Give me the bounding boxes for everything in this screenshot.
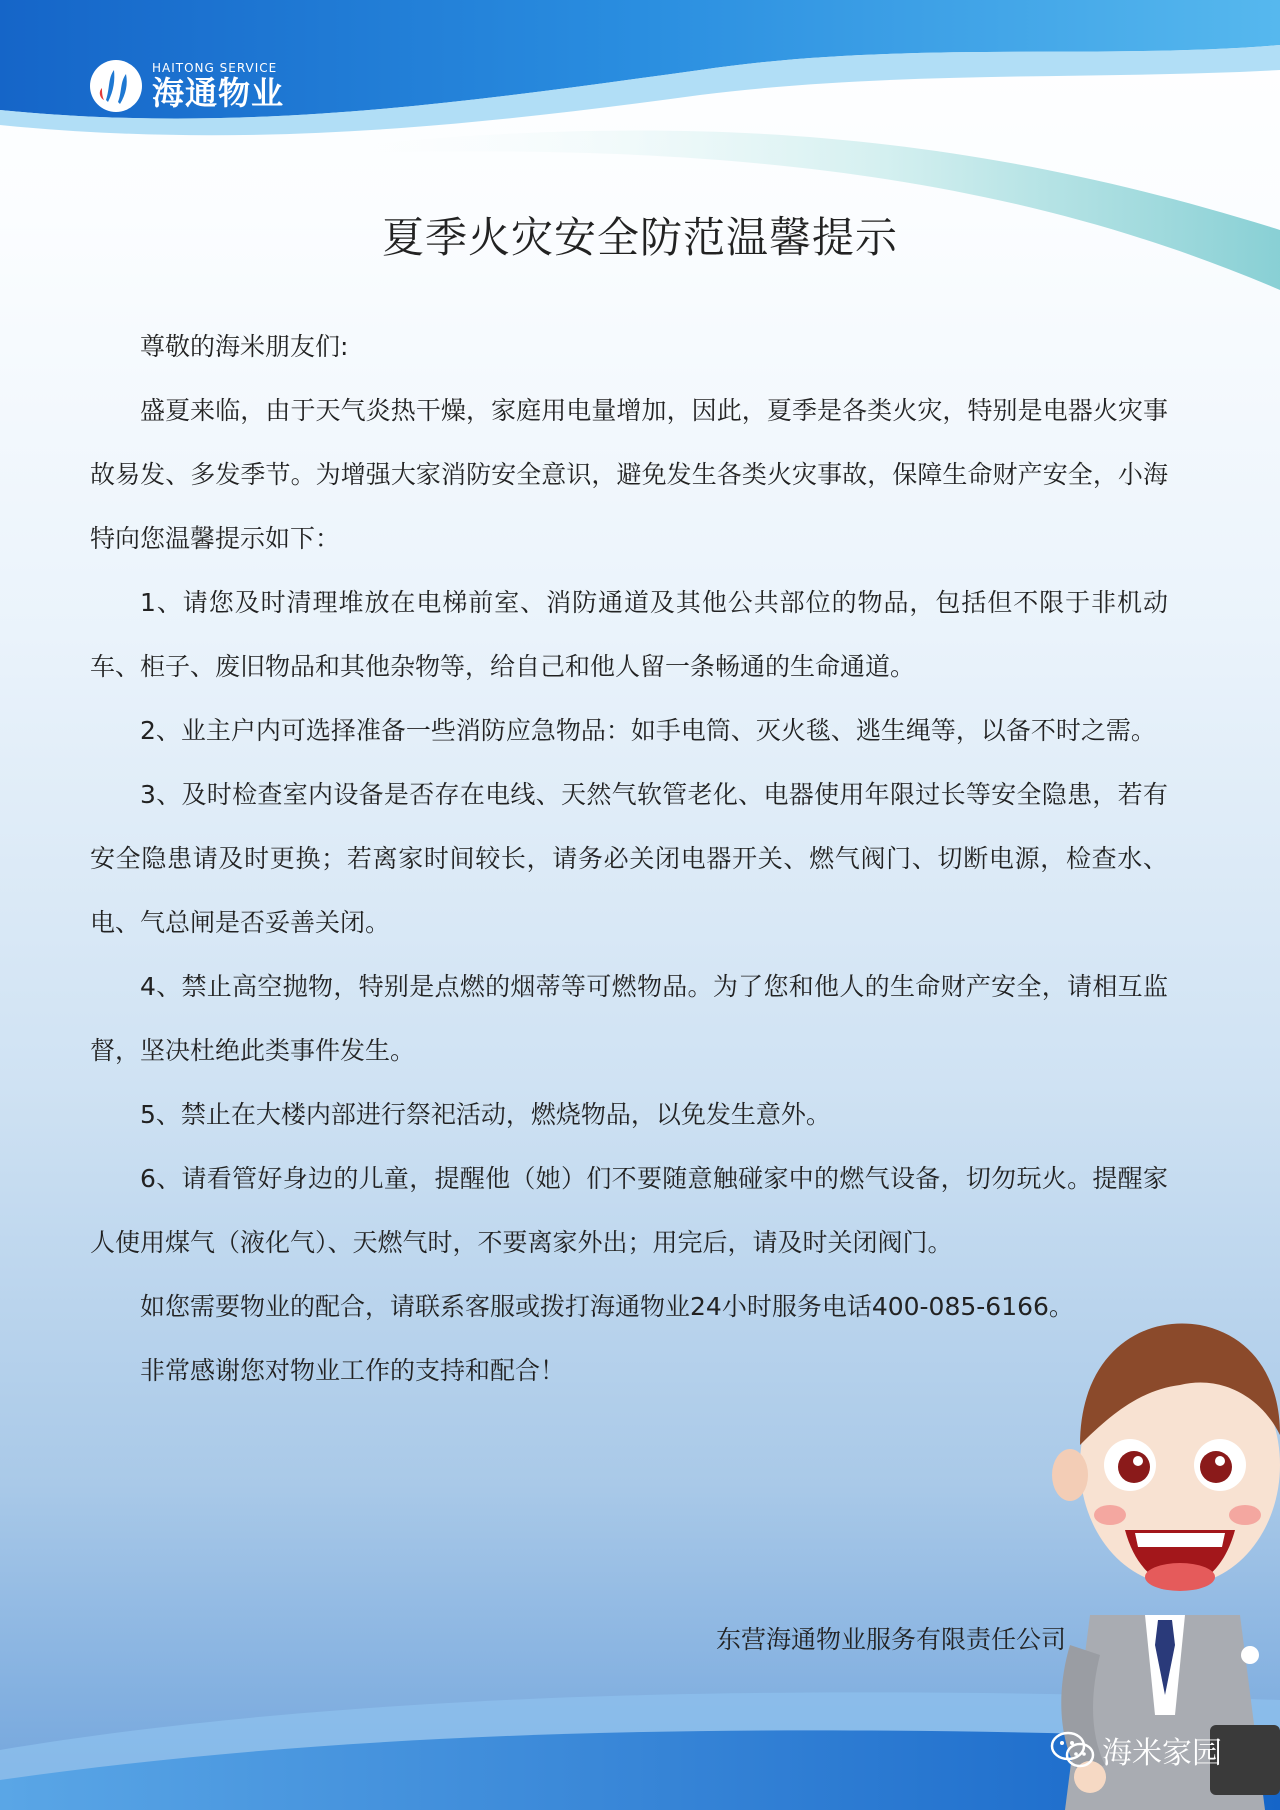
wechat-watermark [1050,1728,1222,1772]
logo-english-text: HAITONG SERVICE [152,61,278,75]
notice-body [90,315,1168,1403]
paragraph-tip-3: 3、及时检查室内设备是否存在电线、天然气软管老化、电器使用年限过长等安全隐患，若有安全隐患请及时更换；若离家时间较长，请务必关闭电器开关、燃气阀门、切断电源，检查水、电、气总闸是否妥善关闭。 [90,780,1168,937]
paragraph-tip-1: 1、请您及时清理堆放在电梯前室、消防通道及其他公共部位的物品，包括但不限于非机动车、柜子、废旧物品和其他杂物等，给自己和他人留一条畅通的生命通道。 [90,588,1168,681]
greeting: 尊敬的海米朋友们: [140,332,349,361]
company-logo [88,58,284,114]
paragraph-intro: 盛夏来临，由于天气炎热干燥，家庭用电量增加，因此，夏季是各类火灾，特别是电器火灾事故易发、多发季节。为增强大家消防安全意识，避免发生各类火灾事故，保障生命财产安全，小海特向您温馨提示如下： [90,396,1168,553]
paragraph-thanks: 非常感谢您对物业工作的支持和配合！ [140,1356,566,1385]
company-signature: 东营海通物业服务有限责任公司 [716,1625,1067,1654]
paragraph-tip-6: 6、请看管好身边的儿童，提醒他（她）们不要随意触碰家中的燃气设备，切勿玩火。提醒家人使用煤气（液化气）、天燃气时，不要离家外出；用完后，请及时关闭阀门。 [90,1164,1168,1257]
wechat-icon [1050,1730,1096,1770]
logo-chinese-text: 海通物业 [152,74,285,112]
paragraph-contact: 如您需要物业的配合，请联系客服或拨打海通物业24小时服务电话400-085-6166。 [140,1292,1074,1321]
wechat-account-name: 海米家园 [1102,1736,1222,1771]
paragraph-tip-2: 2、业主户内可选择准备一些消防应急物品：如手电筒、灭火毯、逃生绳等，以备不时之需。 [140,716,1156,745]
paragraph-tip-5: 5、禁止在大楼内部进行祭祀活动，燃烧物品，以免发生意外。 [140,1100,831,1129]
haitong-logo-icon [88,58,144,114]
paragraph-tip-4: 4、禁止高空抛物，特别是点燃的烟蒂等可燃物品。为了您和他人的生命财产安全，请相互监督，坚决杜绝此类事件发生。 [90,972,1168,1065]
page-title: 夏季火灾安全防范温馨提示 [381,213,898,262]
